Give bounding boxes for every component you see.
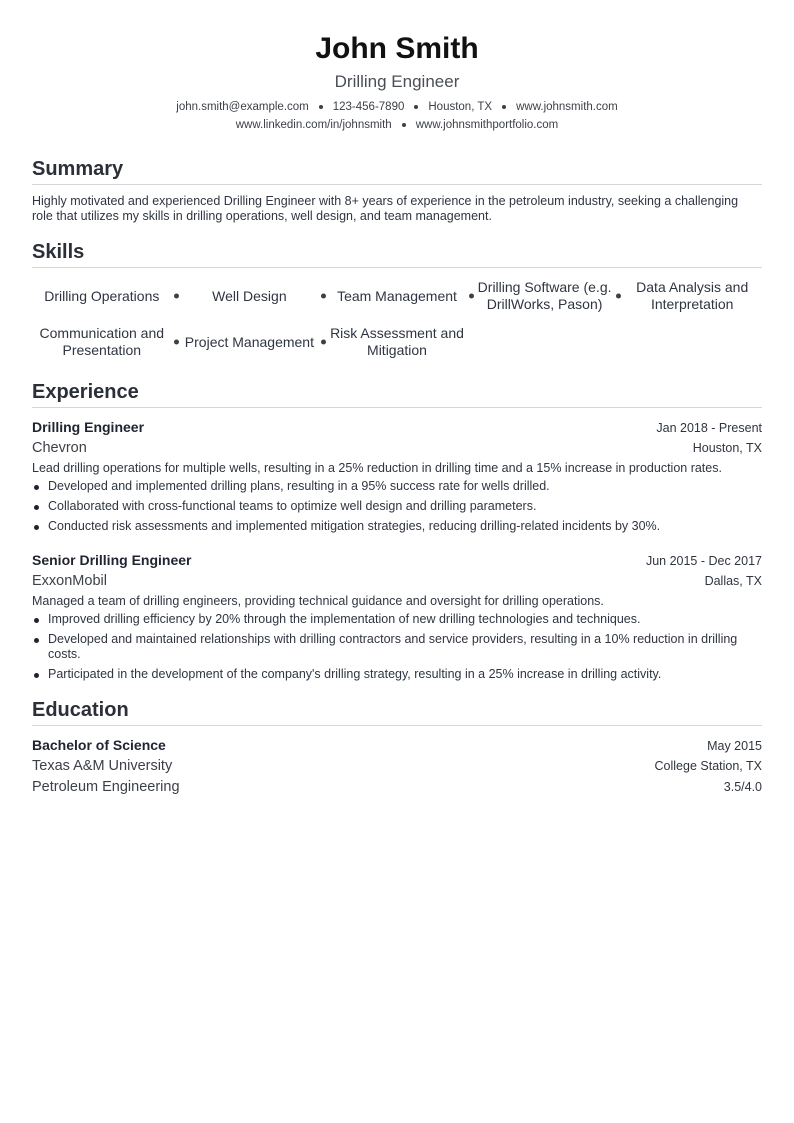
contact-line-1 <box>32 99 762 115</box>
field-of-study: Petroleum Engineering <box>32 779 180 795</box>
summary-text: Highly motivated and experienced Drilling Engineer with 8+ years of experience in the petroleum industry, seeking a challenging role that utilizes my skills in drilling operations, well design, and team management. <box>32 194 739 223</box>
gpa: 3.5/4.0 <box>723 780 762 794</box>
bullet-item <box>32 612 762 627</box>
skill-item <box>32 276 172 316</box>
experience-heading: Experience <box>32 380 762 408</box>
education-heading: Education <box>32 698 762 726</box>
bullet-text: Developed and implemented drilling plans, resulting in a 95% success rate for wells drilled. <box>48 479 550 493</box>
degree: Bachelor of Science <box>32 737 166 753</box>
contact-portfolio[interactable]: www.johnsmithportfolio.com <box>415 119 559 131</box>
education-location: College Station, TX <box>654 759 762 773</box>
skill-label: Drilling Operations <box>44 287 160 304</box>
separator-dot <box>616 294 621 299</box>
separator-dot <box>174 340 179 345</box>
bullet-dot <box>34 618 39 623</box>
bullet-item <box>32 632 762 662</box>
contact-phone[interactable]: 123-456-7890 <box>332 101 405 113</box>
job-company: Chevron <box>32 440 87 456</box>
bullet-item <box>32 667 762 682</box>
resume-name: John Smith <box>315 32 479 65</box>
contact-email[interactable]: john.smith@example.com <box>176 101 309 113</box>
bullet-item <box>32 479 762 494</box>
job-title: Senior Drilling Engineer <box>32 552 192 568</box>
bullet-dot <box>34 638 39 643</box>
separator-dot <box>402 123 406 127</box>
job-dates: Jun 2015 - Dec 2017 <box>645 554 762 568</box>
job-bullets <box>32 479 762 534</box>
skill-label: Risk Assessment and Mitigation <box>330 325 464 358</box>
skill-label: Communication and Presentation <box>39 325 165 358</box>
bullet-dot <box>34 525 39 530</box>
skill-item <box>475 276 615 316</box>
bullet-item <box>32 499 762 514</box>
job-title: Drilling Engineer <box>32 419 145 435</box>
job-entry <box>32 417 762 534</box>
education-date: May 2015 <box>707 739 762 753</box>
job-location: Dallas, TX <box>704 574 762 588</box>
bullet-text: Participated in the development of the company's drilling strategy, resulting in a 25% increase in drilling activity. <box>48 667 662 681</box>
separator-dot <box>174 294 179 299</box>
separator-dot <box>319 105 323 109</box>
job-dates: Jan 2018 - Present <box>656 421 762 435</box>
skill-label: Drilling Software (e.g. DrillWorks, Pason) <box>477 279 612 312</box>
skill-item <box>622 276 762 316</box>
education-entry <box>32 735 762 798</box>
separator-dot <box>414 105 418 109</box>
contact-linkedin[interactable]: www.linkedin.com/in/johnsmith <box>235 119 392 131</box>
separator-dot <box>469 294 474 299</box>
separator-dot <box>321 340 326 345</box>
skill-label: Data Analysis and Interpretation <box>636 279 749 312</box>
skill-item <box>327 276 467 316</box>
separator-dot <box>502 105 506 109</box>
skill-item <box>180 276 320 316</box>
separator-dot <box>321 294 326 299</box>
bullet-dot <box>34 505 39 510</box>
bullet-dot <box>34 673 39 678</box>
job-entry <box>32 550 762 682</box>
bullet-item <box>32 519 762 534</box>
job-company: ExxonMobil <box>32 573 107 589</box>
bullet-text: Improved drilling efficiency by 20% through the implementation of new drilling technologies and techniques. <box>48 612 641 626</box>
bullet-text: Developed and maintained relationships with drilling contractors and service providers, resulting in a 10% reduction in drilling costs. <box>48 632 738 661</box>
summary-heading: Summary <box>32 157 762 185</box>
bullet-text: Collaborated with cross-functional teams to optimize well design and drilling parameters. <box>48 499 537 513</box>
job-description: Managed a team of drilling engineers, providing technical guidance and oversight for drilling operations. <box>32 594 604 608</box>
skill-label: Project Management <box>184 333 314 350</box>
skills-heading: Skills <box>32 240 762 268</box>
contact-website[interactable]: www.johnsmith.com <box>516 101 618 113</box>
school: Texas A&M University <box>32 758 173 774</box>
bullet-dot <box>34 485 39 490</box>
job-location: Houston, TX <box>692 441 762 455</box>
skill-label: Team Management <box>337 287 457 304</box>
skill-label: Well Design <box>212 287 287 304</box>
skills-list <box>32 276 762 362</box>
job-description: Lead drilling operations for multiple wells, resulting in a 25% reduction in drilling time and a 15% increase in production rates. <box>32 461 722 475</box>
contact-location: Houston, TX <box>428 101 493 113</box>
job-bullets <box>32 612 762 682</box>
skill-item <box>327 322 467 362</box>
contact-line-2 <box>32 117 762 133</box>
job-title-header: Drilling Engineer <box>334 72 460 91</box>
skill-item <box>180 322 320 362</box>
bullet-text: Conducted risk assessments and implemented mitigation strategies, reducing drilling-related incidents by 30%. <box>48 519 661 533</box>
skill-item <box>32 322 172 362</box>
